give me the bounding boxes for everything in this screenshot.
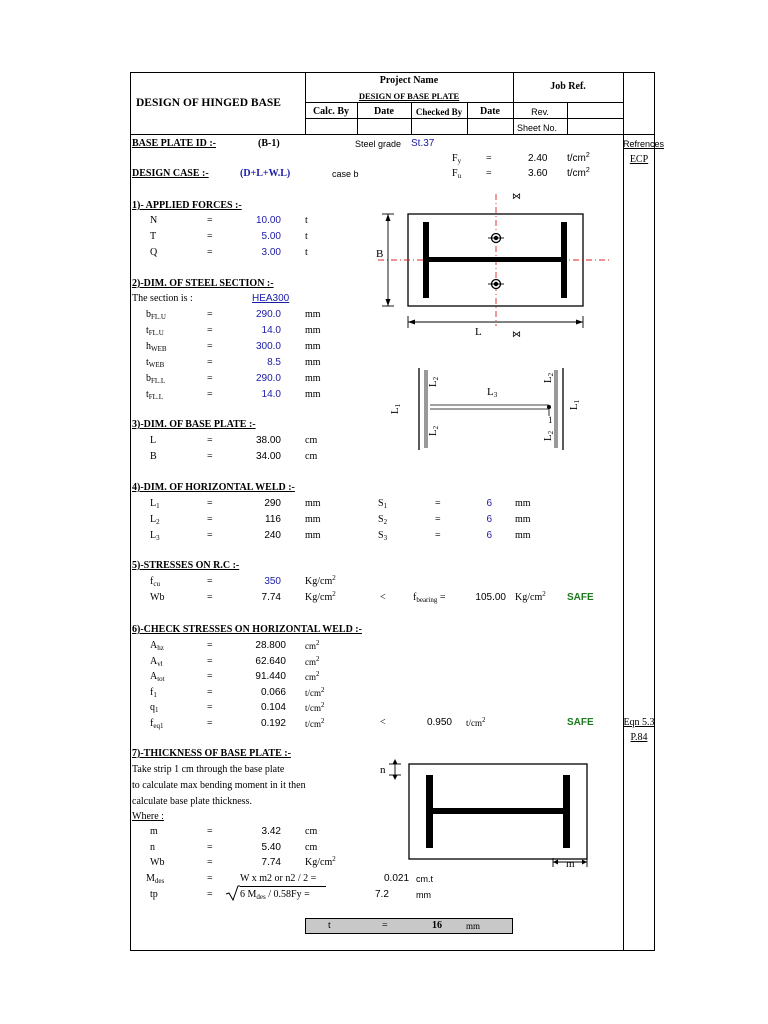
refs-column-line	[623, 72, 624, 951]
reference-page: P.84	[630, 732, 648, 743]
force-unit: t	[305, 247, 308, 258]
header-row-line	[305, 118, 623, 119]
force-value: 10.00	[255, 215, 281, 226]
reference-ecp: ECP	[629, 154, 649, 165]
section-dim-value: 14.0	[261, 389, 281, 400]
thickness-dim-n: n	[380, 764, 386, 776]
plate-dim-unit: cm	[305, 451, 318, 462]
mdes-value: 0.021	[384, 873, 410, 884]
section-1-title: 1)- APPLIED FORCES :-	[132, 200, 242, 211]
weld-stress-equals: =	[207, 656, 213, 667]
section-dim-value: 300.0	[255, 341, 281, 352]
sheet-no-label: Sheet No.	[517, 123, 558, 133]
weld-allowable-unit: $t/cm^2$	[466, 716, 486, 728]
section-label: The section is :	[132, 293, 193, 304]
weld-label-1: 1	[548, 415, 553, 425]
sheet-title: DESIGN OF HINGED BASE	[136, 97, 281, 109]
svg-text:⋈: ⋈	[512, 329, 521, 339]
mdes-symbol: $M_{des}$	[146, 873, 165, 885]
section-dim-value: 14.0	[261, 325, 281, 336]
weld-length-symbol: $L_2$	[150, 514, 160, 526]
weld-label-L2-right-bottom: $L_2$	[542, 430, 556, 442]
weld-size-symbol: $S_1$	[378, 498, 388, 510]
weld-stress-value: 91.440	[255, 671, 286, 682]
section-dim-unit: mm	[305, 341, 321, 352]
weld-stress-value: 0.192	[260, 718, 286, 729]
weld-label-L1-right: $L_1$	[568, 399, 582, 411]
weld-stress-symbol: $A_{vl}$	[150, 656, 163, 668]
result-value: 16	[432, 920, 442, 931]
weld-stress-equals: =	[207, 718, 213, 729]
weld-stress-equals: =	[207, 687, 213, 698]
weld-stress-symbol: $q_1$	[150, 702, 159, 714]
section-dim-unit: mm	[305, 357, 321, 368]
result-symbol: t	[328, 920, 331, 931]
weld-length-equals: =	[207, 514, 213, 525]
weld-size-unit: mm	[515, 498, 531, 509]
section-dim-equals: =	[207, 309, 213, 320]
weld-length-value: 116	[265, 514, 281, 525]
force-equals: =	[207, 215, 213, 226]
header-cell-4	[567, 102, 568, 134]
thickness-var-symbol: Wb	[150, 857, 165, 868]
section-dim-value: 8.5	[267, 357, 281, 368]
fu-symbol: $F_u$	[452, 168, 462, 180]
strip-note-line-2: to calculate max bending moment in it then	[132, 780, 306, 791]
weld-stress-value: 62.640	[255, 656, 286, 667]
thickness-var-symbol: m	[150, 826, 158, 837]
plate-dim-symbol: B	[150, 451, 157, 462]
weld-stress-unit: $cm^2$	[305, 639, 320, 651]
plate-dim-symbol: L	[150, 435, 157, 446]
weld-stress-equals: =	[207, 702, 213, 713]
section-7-title: 7)-THICKNESS OF BASE PLATE :-	[132, 748, 291, 759]
weld-label-L2-right-top: $L_2$	[542, 372, 556, 384]
weld-stress-unit: $t/cm^2$	[305, 686, 325, 698]
job-ref-label: Job Ref.	[550, 81, 586, 92]
fcu-equals: =	[207, 576, 213, 587]
wb-unit: $Kg/cm^2$	[305, 590, 336, 603]
plate-dim-value: 38.00	[255, 435, 281, 446]
calc-by-label: Calc. By	[312, 106, 350, 117]
rev-label: Rev.	[531, 107, 549, 117]
project-name-label: Project Name	[379, 75, 439, 86]
weld-stress-value: 0.104	[260, 702, 286, 713]
weld-stress-unit: $t/cm^2$	[305, 701, 325, 713]
wb-less-than: <	[380, 592, 386, 603]
fu-equals: =	[486, 168, 492, 179]
thickness-var-unit: cm	[305, 842, 318, 853]
weld-length-unit: mm	[305, 498, 321, 509]
thickness-var-value: 7.74	[261, 857, 281, 868]
section-3-title: 3)-DIM. OF BASE PLATE :-	[132, 419, 256, 430]
bearing-status-badge: SAFE	[567, 592, 594, 603]
force-symbol: T	[150, 231, 157, 242]
section-dim-symbol: $t_{FL.U}$	[146, 325, 164, 337]
weld-length-equals: =	[207, 530, 213, 541]
section-dim-value: 290.0	[255, 309, 281, 320]
section-dim-equals: =	[207, 357, 213, 368]
section-dim-symbol: $t_{FL.L}$	[146, 389, 163, 401]
references-title: Refrences	[623, 139, 665, 149]
weld-length-unit: mm	[305, 530, 321, 541]
weld-stress-equals: =	[207, 671, 213, 682]
weld-status-badge: SAFE	[567, 717, 594, 728]
weld-size-equals: =	[435, 530, 441, 541]
section-name: HEA300	[252, 293, 290, 304]
section-dim-symbol: $b_{FL.L}$	[146, 373, 166, 385]
plate-thickness-diagram	[375, 755, 595, 875]
fy-equals: =	[486, 153, 492, 164]
weld-length-value: 290	[264, 498, 281, 509]
mdes-formula: W x m2 or n2 / 2 =	[240, 873, 317, 884]
header-bottom-line	[130, 134, 655, 135]
section-5-title: 5)-STRESSES ON R.C :-	[132, 560, 240, 571]
wb-value: 7.74	[261, 592, 281, 603]
base-plate-id-label: BASE PLATE ID :-	[132, 138, 216, 149]
fcu-symbol: $f_{cu}$	[150, 576, 160, 588]
weld-stress-unit: $t/cm^2$	[305, 717, 325, 729]
thickness-var-unit: cm	[305, 826, 318, 837]
tp-value: 7.2	[375, 889, 389, 900]
weld-size-unit: mm	[515, 530, 531, 541]
fbearing-unit: $Kg/cm^2$	[515, 590, 546, 603]
section-dim-symbol: $h_{WEB}$	[146, 341, 167, 353]
thickness-var-equals: =	[207, 842, 213, 853]
strip-note-line-1: Take strip 1 cm through the base plate	[132, 764, 285, 775]
weld-allowable-value: 0.950	[426, 717, 452, 728]
section-dim-symbol: $b_{FL.U}$	[146, 309, 166, 321]
tp-symbol: tp	[150, 889, 158, 900]
project-name-value: DESIGN OF BASE PLATE	[358, 91, 460, 101]
thickness-var-unit: $Kg/cm^2$	[305, 855, 336, 868]
force-value: 5.00	[261, 231, 281, 242]
thickness-result-box	[305, 918, 513, 934]
thickness-var-value: 5.40	[261, 842, 281, 853]
result-unit: mm	[466, 921, 481, 931]
section-2-title: 2)-DIM. OF STEEL SECTION :-	[132, 278, 274, 289]
checked-by-label: Checked By	[415, 107, 463, 117]
wb-equals: =	[207, 592, 213, 603]
force-equals: =	[207, 231, 213, 242]
weld-length-unit: mm	[305, 514, 321, 525]
fcu-unit: $Kg/cm^2$	[305, 574, 336, 587]
section-dim-equals: =	[207, 373, 213, 384]
design-case-value: (D+L+W.L)	[240, 168, 291, 179]
svg-text:⋈: ⋈	[512, 191, 521, 201]
wb-symbol: Wb	[150, 592, 165, 603]
result-equals: =	[382, 920, 388, 931]
section-dim-equals: =	[207, 389, 213, 400]
weld-stress-equals: =	[207, 640, 213, 651]
design-case-type: case b	[332, 169, 359, 179]
weld-size-value: 6	[486, 514, 492, 525]
mdes-unit: cm.t	[416, 874, 433, 884]
fy-unit: $t/cm^2$	[567, 152, 590, 164]
section-6-title: 6)-CHECK STRESSES ON HORIZONTAL WELD :-	[132, 624, 362, 635]
plan-dim-B: B	[376, 248, 384, 260]
plate-dim-equals: =	[207, 435, 213, 446]
plate-dim-unit: cm	[305, 435, 318, 446]
section-dim-unit: mm	[305, 389, 321, 400]
weld-label-L1-left: $L_1$	[389, 403, 403, 415]
thickness-var-value: 3.42	[261, 826, 281, 837]
section-dim-unit: mm	[305, 325, 321, 336]
strip-note-line-3: calculate base plate thickness.	[132, 796, 252, 807]
plate-dim-value: 34.00	[255, 451, 281, 462]
fbearing-symbol: $f_{bearing}$ =	[413, 592, 446, 604]
sqrt-bar	[240, 886, 326, 887]
force-symbol: N	[150, 215, 158, 226]
thickness-var-equals: =	[207, 857, 213, 868]
fy-value: 2.40	[528, 153, 548, 164]
weld-size-equals: =	[435, 498, 441, 509]
weld-stress-symbol: $A_{tot}$	[150, 671, 165, 683]
steel-grade-value: St.37	[411, 138, 435, 149]
fbearing-value: 105.00	[475, 592, 506, 603]
date-label-2: Date	[480, 106, 500, 117]
thickness-var-symbol: n	[150, 842, 155, 853]
weld-size-equals: =	[435, 514, 441, 525]
reference-eqn: Eqn 5.3	[623, 717, 655, 728]
weld-stress-unit: $cm^2$	[305, 670, 320, 682]
section-dim-symbol: $t_{WEB}$	[146, 357, 165, 369]
weld-label-L2-bottom: $L_2$	[427, 425, 441, 437]
weld-length-equals: =	[207, 498, 213, 509]
date-label-1: Date	[374, 106, 394, 117]
base-plate-plan-diagram	[370, 190, 610, 340]
force-unit: t	[305, 215, 308, 226]
weld-stress-symbol: $f_1$	[150, 687, 157, 699]
weld-size-value: 6	[486, 530, 492, 541]
weld-length-value: 240	[264, 530, 281, 541]
mdes-equals: =	[207, 873, 213, 884]
weld-stress-symbol: $f_{eq1}$	[150, 718, 164, 730]
header-mid-line	[305, 102, 513, 103]
base-plate-id: (B-1)	[258, 138, 280, 149]
force-unit: t	[305, 231, 308, 242]
weld-stress-value: 0.066	[260, 687, 286, 698]
plate-dim-equals: =	[207, 451, 213, 462]
weld-size-symbol: $S_3$	[378, 530, 388, 542]
section-dim-value: 290.0	[255, 373, 281, 384]
weld-stress-value: 28.800	[255, 640, 286, 651]
section-dim-unit: mm	[305, 309, 321, 320]
weld-label-L3: $L_3$	[487, 386, 498, 399]
section-dim-equals: =	[207, 325, 213, 336]
where-label: Where :	[132, 811, 164, 822]
weld-stress-unit: $cm^2$	[305, 655, 320, 667]
weld-label-L2-top: $L_2$	[427, 376, 441, 388]
tp-equals: =	[207, 889, 213, 900]
weld-length-symbol: $L_1$	[150, 498, 160, 510]
plan-dim-L: L	[475, 326, 482, 338]
fcu-value: 350	[264, 576, 281, 587]
weld-length-symbol: $L_3$	[150, 530, 160, 542]
section-dim-equals: =	[207, 341, 213, 352]
fu-unit: $t/cm^2$	[567, 167, 590, 179]
tp-unit: mm	[416, 890, 431, 900]
section-4-title: 4)-DIM. OF HORIZONTAL WELD :-	[132, 482, 295, 493]
weld-stress-symbol: $A_{hz}$	[150, 640, 164, 652]
thickness-var-equals: =	[207, 826, 213, 837]
design-case-label: DESIGN CASE :-	[132, 168, 209, 179]
section-dim-unit: mm	[305, 373, 321, 384]
sqrt-sign	[226, 885, 240, 901]
header-mid-line-right	[513, 102, 623, 103]
fy-symbol: $F_y$	[452, 153, 462, 165]
weld-size-unit: mm	[515, 514, 531, 525]
steel-grade-label: Steel grade	[355, 139, 402, 149]
tp-formula: 6 $M_{des} / 0.58Fy$ =	[240, 889, 310, 901]
force-equals: =	[207, 247, 213, 258]
force-value: 3.00	[261, 247, 281, 258]
weld-size-value: 6	[486, 498, 492, 509]
weld-size-symbol: $S_2$	[378, 514, 388, 526]
thickness-dim-m: m	[566, 858, 575, 870]
fu-value: 3.60	[528, 168, 548, 179]
force-symbol: Q	[150, 247, 158, 258]
weld-less-than: <	[380, 717, 386, 728]
